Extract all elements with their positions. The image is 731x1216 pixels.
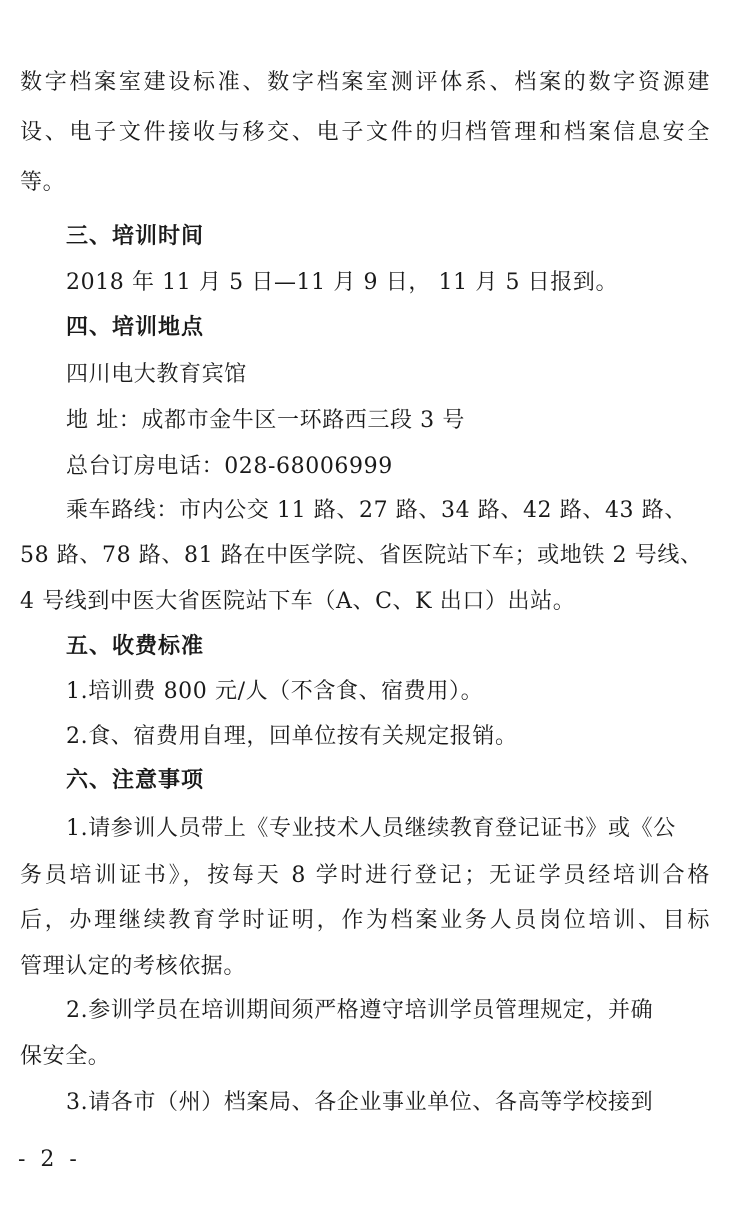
notes-item-1-line-3: 后，办理继续教育学时证明，作为档案业务人员岗位培训、目标 [20,908,710,933]
venue-phone: 总台订房电话：028-68006999 [66,454,393,479]
notes-item-3-line-1: 3.请各市（州）档案局、各企业事业单位、各高等学校接到 [66,1090,654,1115]
fee-item-2: 2.食、宿费用自理，回单位按有关规定报销。 [66,724,518,749]
intro-line-2: 设、电子文件接收与移交、电子文件的归档管理和档案信息安全 [20,120,710,145]
intro-line-3: 等。 [20,170,66,195]
notes-item-1-line-1: 1.请参训人员带上《专业技术人员继续教育登记证书》或《公 [66,816,676,841]
section-heading-fees: 五、收费标准 [66,634,205,659]
route-line-3: 4 号线到中医大省医院站下车（A、C、K 出口）出站。 [20,589,576,614]
section-heading-training-venue: 四、培训地点 [66,315,205,340]
training-time-text: 2018 年 11 月 5 日—11 月 9 日， 11 月 5 日报到。 [66,270,619,295]
notes-item-1-line-4: 管理认定的考核依据。 [20,954,247,979]
section-heading-training-time: 三、培训时间 [66,224,205,249]
intro-line-1: 数字档案室建设标准、数字档案室测评体系、档案的数字资源建 [20,70,710,95]
page-number: - 2 - [18,1147,81,1172]
venue-name: 四川电大教育宾馆 [66,362,247,387]
notes-item-2-line-1: 2.参训学员在培训期间须严格遵守培训学员管理规定，并确 [66,998,654,1023]
route-line-1: 乘车路线：市内公交 11 路、27 路、34 路、42 路、43 路、 [66,498,687,523]
notes-item-1-line-2: 务员培训证书》，按每天 8 学时进行登记；无证学员经培训合格 [20,863,710,888]
fee-item-1: 1.培训费 800 元/人（不含食、宿费用）。 [66,679,484,704]
notes-item-2-line-2: 保安全。 [20,1044,111,1069]
route-line-2: 58 路、78 路、81 路在中医学院、省医院站下车；或地铁 2 号线、 [20,543,703,568]
venue-address: 地 址：成都市金牛区一环路西三段 3 号 [66,408,465,433]
section-heading-notes: 六、注意事项 [66,768,205,793]
